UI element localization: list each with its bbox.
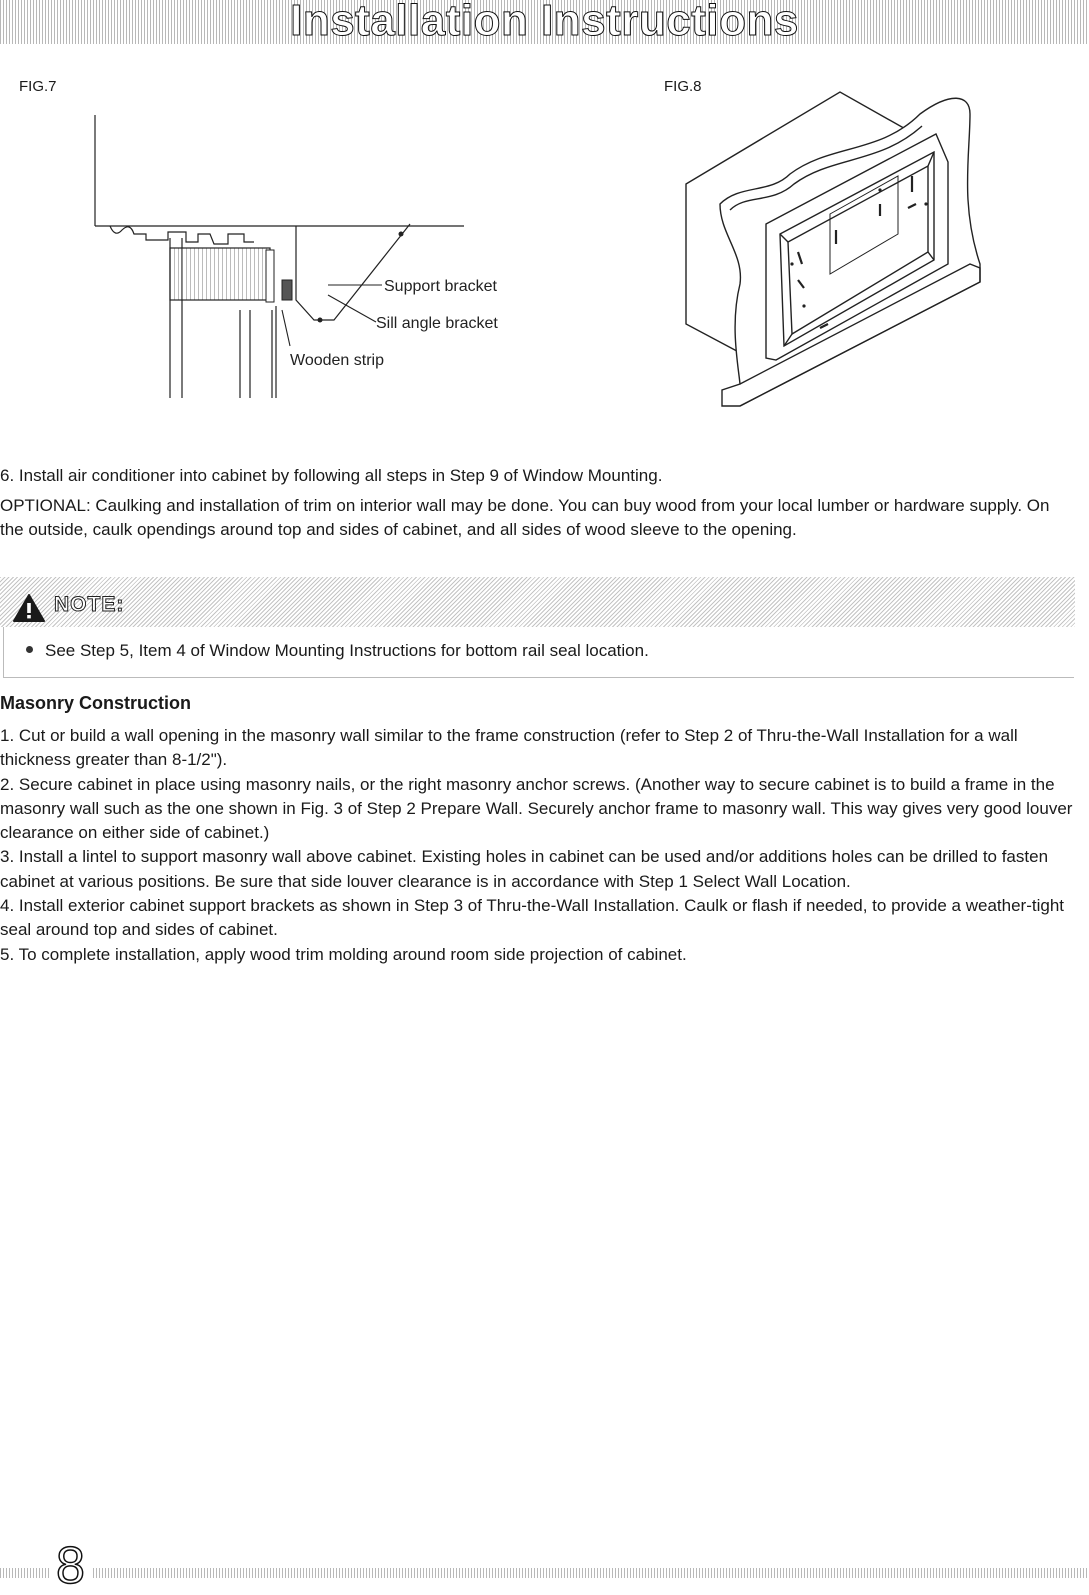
fig7-label: FIG.7: [19, 78, 57, 95]
note-header: [0, 577, 1075, 627]
masonry-step: 3. Install a lintel to support masonry wall above cabinet. Existing holes in cabinet can be used and/or additions holes can be drilled to fasten cabinet at various positions. Be sure that side louver clearance is in accordance with Step 1 Select Wall Location.: [0, 847, 1049, 891]
note-title: NOTE:: [54, 593, 125, 616]
callout-wooden-strip: Wooden strip: [290, 352, 384, 369]
fig8-label: FIG.8: [664, 78, 702, 95]
fig7-diagram: [90, 110, 530, 410]
masonry-heading: Masonry Construction: [0, 693, 192, 713]
callout-support-bracket: Support bracket: [384, 278, 497, 295]
step-6-text: 6. Install air conditioner into cabinet by following all steps in Step 9 of Window Mounting.: [0, 466, 663, 485]
note-box: [0, 577, 1075, 678]
callout-sill-angle-bracket: Sill angle bracket: [376, 315, 498, 332]
masonry-step: 1. Cut or build a wall opening in the masonry wall similar to the frame construction (refer to Step 2 of Thru-the-Wall Installation for a wall thickness greater than 8-1/2").: [0, 726, 1018, 770]
masonry-step: 2. Secure cabinet in place using masonry nails, or the right masonry anchor screws. (Another way to secure cabinet is to build a frame in the masonry wall such as the one shown in Fig. 3 of Step 2 Prepare Wall. Securely anchor frame to masonry wall. This way gives very good louver clearance on either side of cabinet.): [0, 774, 1073, 843]
page-title: Installation Instructions: [290, 0, 799, 45]
fig8-diagram: [680, 84, 985, 424]
header-banner: [0, 0, 1089, 44]
masonry-step: 5. To complete installation, apply wood trim molding around room side projection of cabinet.: [0, 944, 687, 964]
note-item-text: See Step 5, Item 4 of Window Mounting Instructions for bottom rail seal location.: [45, 641, 649, 660]
footer-hatch-bar: [0, 1568, 1089, 1578]
footer: [0, 1537, 1089, 1595]
warning-icon: [12, 593, 46, 623]
masonry-step: 4. Install exterior cabinet support brackets as shown in Step 3 of Thru-the-Wall Installation. Caulk or flash if needed, to provide a weather-tight seal around top and sides of cabinet.: [0, 896, 1065, 940]
page-number: 8: [50, 1540, 91, 1592]
optional-text: OPTIONAL: Caulking and installation of trim on interior wall may be done. You can buy wood from your local lumber or hardware supply. On the outside, caulk opendings around top and sides of cabinet, and all sides of wood sleeve to the opening.: [0, 496, 1050, 539]
note-item: [26, 639, 649, 663]
masonry-steps: [0, 724, 1076, 967]
bullet-icon: [26, 646, 33, 653]
